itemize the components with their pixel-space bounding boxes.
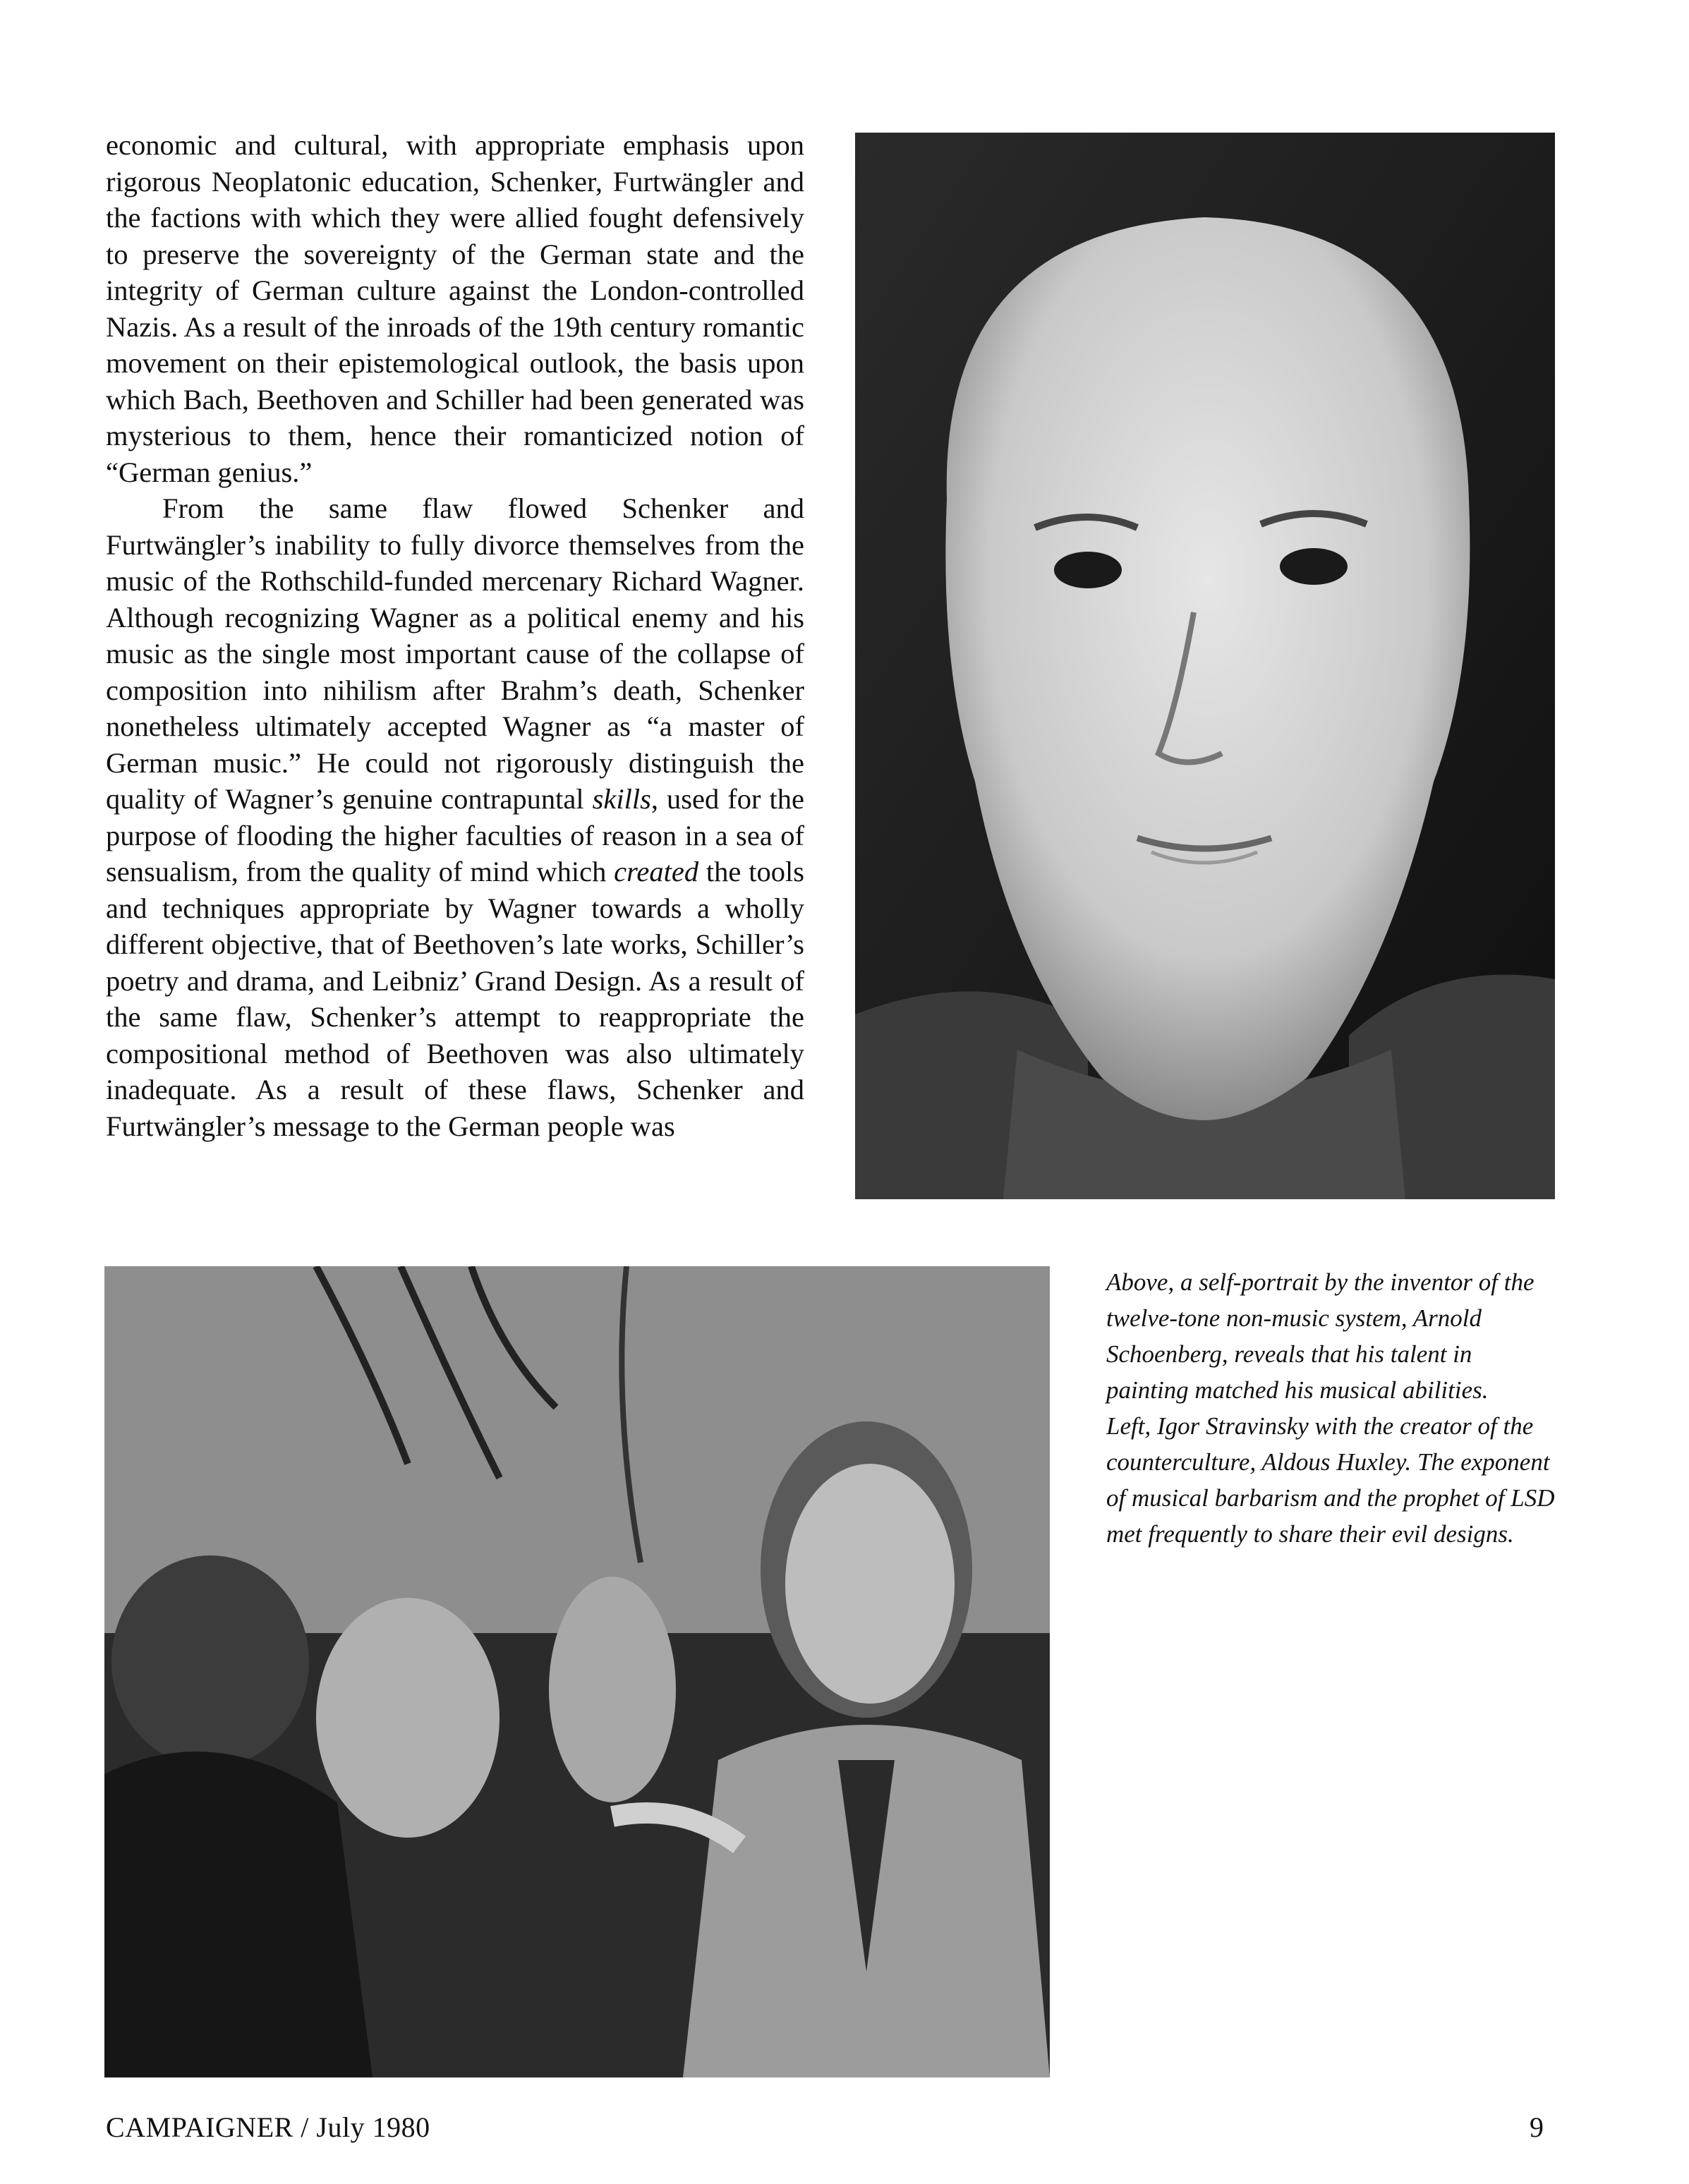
emphasis-created: created xyxy=(614,856,699,887)
article-paragraph-2 xyxy=(106,490,804,1144)
caption-left: Left, Igor Stravinsky with the creator of the counterculture, Aldous Huxley. The exponent of musical barbarism and the prophet of LSD met frequently to share their evil designs. xyxy=(1106,1412,1555,1548)
publication-footer: CAMPAIGNER / July 1980 xyxy=(106,2111,430,2143)
schoenberg-self-portrait-photo xyxy=(855,133,1555,1199)
photo-caption xyxy=(1106,1264,1558,1552)
stravinsky-huxley-photo xyxy=(104,1266,1050,2077)
article-paragraph-2-part-b: , used for the purpose of flooding the higher faculties of reason in a sea of sensualism, from the quality of mind which xyxy=(106,783,804,887)
article-paragraph-2-part-c: the tools and techniques appropriate by Wagner towards a wholly different objective, that of Beethoven’s late works, Schiller’s poetry and drama, and Leibniz’ Grand Design. As a result of the same flaw, Schenker’s attempt to reappropriate the compositional method of Beethoven was also ultimately inadequate. As a result of these flaws, Schenker and Furtwängler’s message to the German people was xyxy=(106,856,804,1142)
caption-above: Above, a self-portrait by the inventor of the twelve-tone non-music system, Arnold Schoenberg, reveals that his talent in painting matched his musical abilities. xyxy=(1106,1268,1534,1404)
article-paragraph-2-part-a: From the same flaw flowed Schenker and Furtwängler’s inability to fully divorce themselves from the music of the Rothschild-funded mercenary Richard Wagner. Although recognizing Wagner as a political enemy and his music as the single most important cause of the collapse of composition into nihilism after Brahm’s death, Schenker nonetheless ultimately accepted Wagner as “a master of German music.” He could not rigorously distinguish the quality of Wagner’s genuine contrapuntal xyxy=(106,492,804,815)
article-column xyxy=(106,127,804,1144)
photograph-two-men-image xyxy=(104,1266,1050,2077)
emphasis-skills: skills xyxy=(592,783,651,815)
portrait-painting-image xyxy=(855,133,1555,1199)
article-paragraph-1: economic and cultural, with appropriate emphasis upon rigorous Neoplatonic education, Schenker, Furtwängler and the factions with which they were allied fought defensively to preserve the sovereignty of the German state and the integrity of German culture against the London-controlled Nazis. As a result of the inroads of the 19th century romantic movement on their epistemological outlook, the basis upon which Bach, Beethoven and Schiller had been generated was mysterious to them, hence their romanticized notion of “German genius.” xyxy=(106,129,804,488)
page-number: 9 xyxy=(1530,2111,1544,2143)
